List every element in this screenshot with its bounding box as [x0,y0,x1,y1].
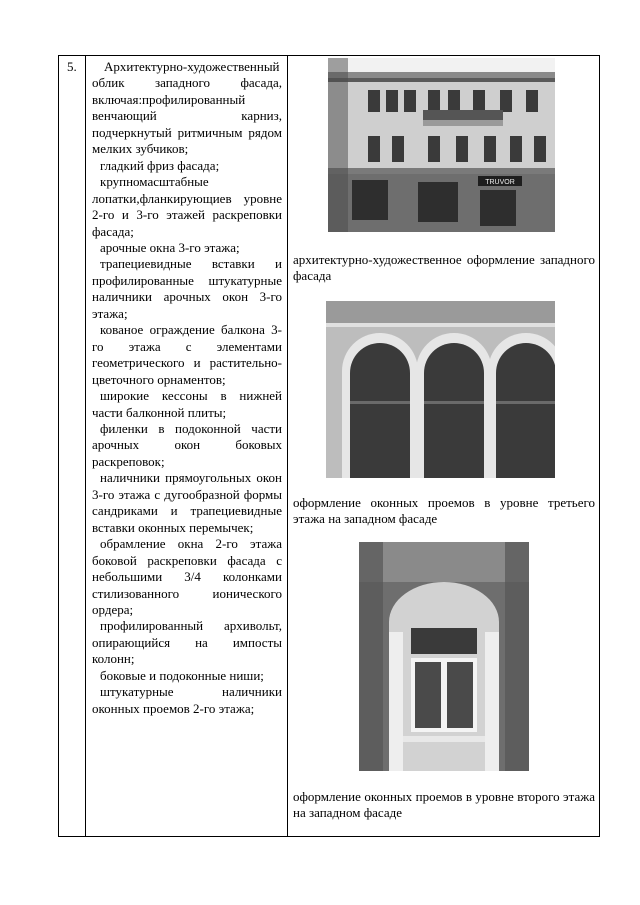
description-item: филенки в подоконной части арочных окон боковых раскреповок; [92,420,282,469]
column-divider [85,56,86,836]
shop-sign: TRUVOR [485,179,515,186]
photo-caption: оформление оконных проемов в уровне второго этажа на западном фасаде [293,789,595,820]
description-item: профилированный архивольт, опирающийся на импосты колонн; [92,618,282,667]
description-item: штукатурные наличники оконных проемов 2-го этажа; [92,684,282,716]
photo-caption: архитектурно-художественное оформление западного фасада [293,252,595,283]
description-item: кованое ограждение балкона 3-го этажа с элементами геометрического и растительно-цветочного орнаментов; [92,322,282,387]
description-item: широкие кессоны в нижней части балконной плиты; [92,388,282,420]
description-item: обрамление окна 2-го этажа боковой раскреповки фасада с небольшими 3/4 колонками стилизованного ионического ордера; [92,536,282,617]
description-item: Архитектурно-художественный облик западного фасада, включая:профилированный венчающий карниз, подчеркнутый ритмичным рядом мелких зубчиков; [92,59,282,157]
monument-table [58,55,600,837]
description-item: арочные окна 3-го этажа; [100,239,240,255]
facade-photo [328,58,555,232]
description-item: гладкий фриз фасада; [100,157,220,173]
row-number: 5. [67,59,77,74]
description-item: трапециевидные вставки и профилированные штукатурные наличники арочных окон 3-го этажа; [92,256,282,321]
photo-caption: оформление оконных проемов в уровне третьего этажа на западном фасаде [293,495,595,526]
description-cell [92,59,282,717]
description-item: наличники прямоугольных окон 3-го этажа с дугообразной формы сандриками и трапециевидные вставки оконных перемычек; [92,470,282,535]
description-item: боковые и подоконные ниши; [100,667,264,683]
arched-windows-photo [326,301,555,478]
description-item: крупномасштабные лопатки,фланкирующиев уровне 2-го и 3-го этажей раскреповки фасада; [92,174,282,239]
column-divider [287,56,288,836]
second-floor-window-photo [359,542,529,771]
